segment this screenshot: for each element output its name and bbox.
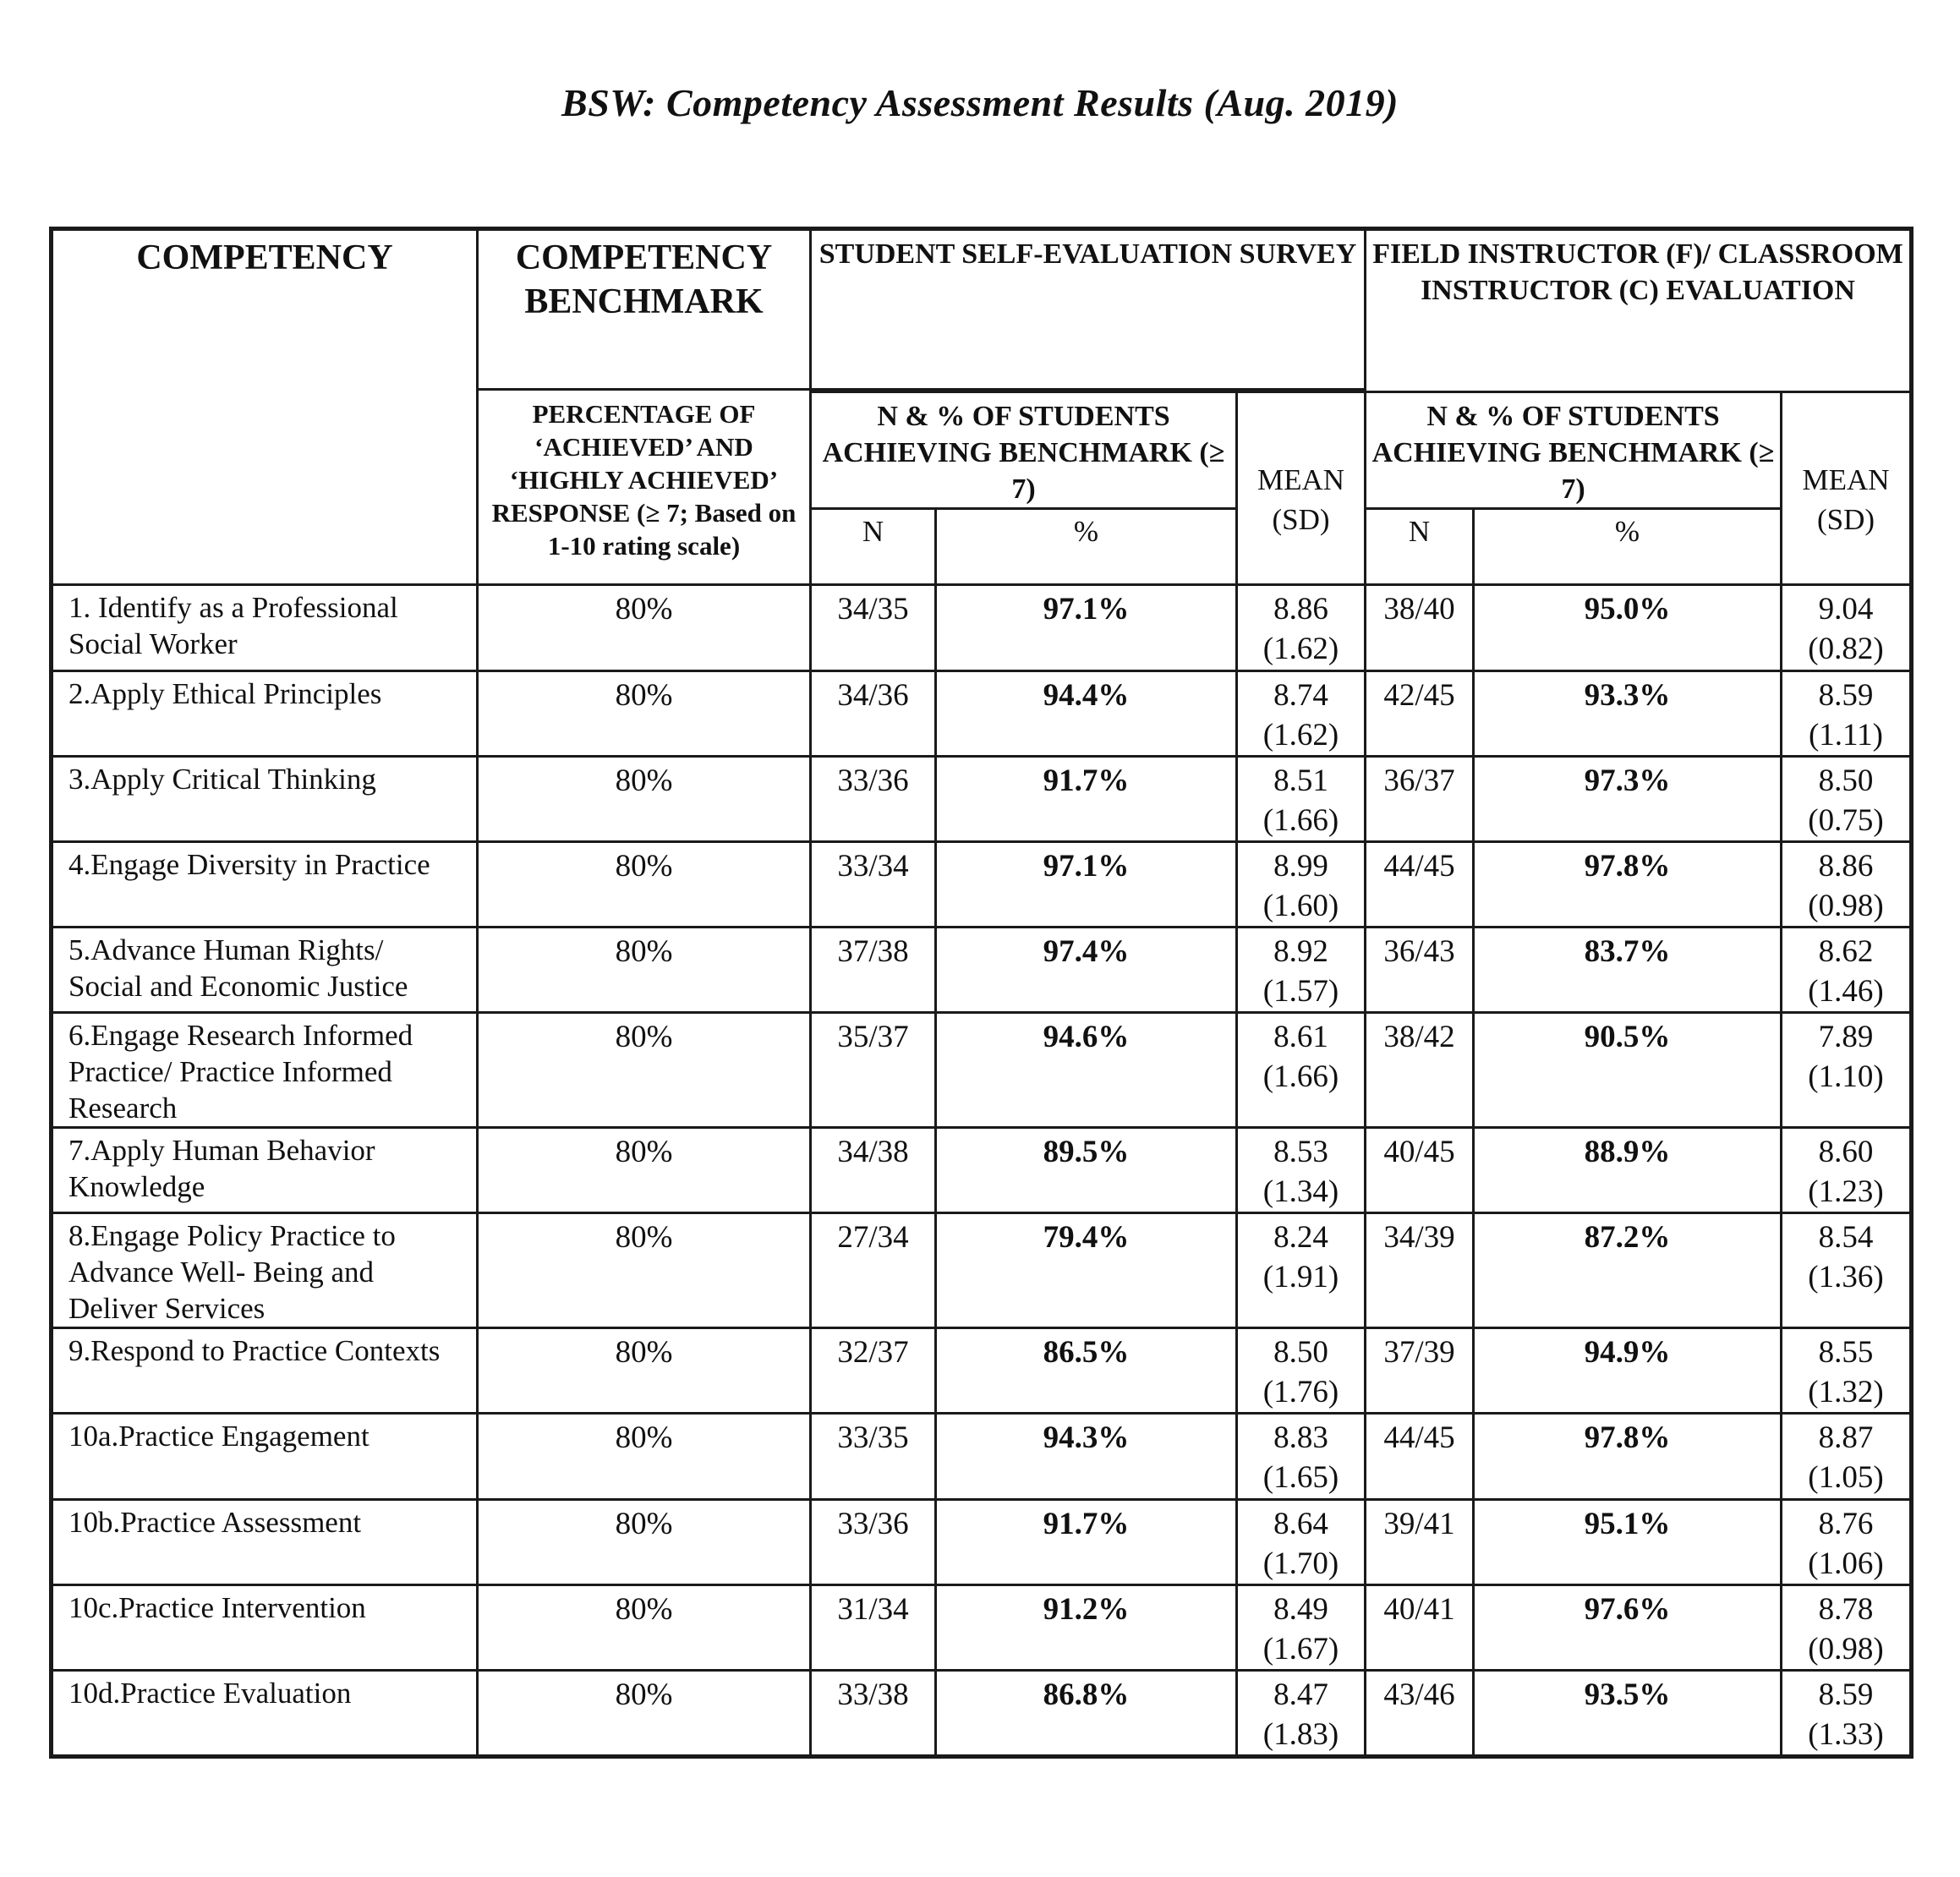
benchmark-cell: 80% xyxy=(478,1414,811,1499)
field-pct-cell: 97.6% xyxy=(1474,1584,1782,1670)
field-n-cell: 40/41 xyxy=(1366,1584,1474,1670)
table-row xyxy=(52,1584,1912,1670)
sd-value: (1.11) xyxy=(1808,717,1884,752)
student-mean-sd-cell xyxy=(1237,1328,1366,1414)
student-pct-cell: 97.4% xyxy=(936,927,1237,1012)
mean-value: 8.86 xyxy=(1273,592,1328,627)
results-table xyxy=(49,227,1913,1759)
header-student-pct: % xyxy=(936,509,1237,585)
student-mean-sd-cell xyxy=(1237,1414,1366,1499)
benchmark-cell: 80% xyxy=(478,1128,811,1213)
field-mean-sd-cell xyxy=(1782,1670,1912,1756)
sd-value: (1.62) xyxy=(1262,632,1339,667)
student-mean-sd-cell xyxy=(1237,1670,1366,1756)
field-n-cell: 36/43 xyxy=(1366,927,1474,1012)
sd-value: (1.06) xyxy=(1808,1546,1884,1581)
header-student-self-evaluation: STUDENT SELF-EVALUATION SURVEY xyxy=(811,229,1366,390)
competency-cell: 2.Apply Ethical Principles xyxy=(52,670,478,756)
student-n-cell: 32/37 xyxy=(811,1328,936,1414)
table-row xyxy=(52,585,1912,670)
student-pct-cell: 94.3% xyxy=(936,1414,1237,1499)
benchmark-cell: 80% xyxy=(478,927,811,1012)
field-pct-cell: 97.8% xyxy=(1474,1414,1782,1499)
field-mean-sd-cell xyxy=(1782,1414,1912,1499)
field-mean-sd-cell xyxy=(1782,1012,1912,1127)
mean-value: 8.60 xyxy=(1818,1135,1874,1170)
header-benchmark-description: PERCENTAGE OF ‘ACHIEVED’ AND ‘HIGHLY ACHIEVED’ RESPONSE (≥ 7; Based on 1-10 rating scale) xyxy=(478,390,811,585)
competency-cell: 9.Respond to Practice Contexts xyxy=(52,1328,478,1414)
sd-value: (1.66) xyxy=(1262,802,1339,838)
field-mean-sd-cell xyxy=(1782,1213,1912,1328)
header-student-mean-sd: MEAN (SD) xyxy=(1237,392,1366,585)
sd-value: (1.10) xyxy=(1808,1059,1884,1094)
benchmark-cell: 80% xyxy=(478,670,811,756)
table-row xyxy=(52,1128,1912,1213)
sd-value: (1.60) xyxy=(1262,888,1339,923)
student-n-cell: 37/38 xyxy=(811,927,936,1012)
competency-cell: 8.Engage Policy Practice to Advance Well- Being and Deliver Services xyxy=(52,1213,478,1328)
mean-value: 8.83 xyxy=(1273,1420,1328,1456)
field-mean-sd-cell xyxy=(1782,585,1912,670)
field-n-cell: 36/37 xyxy=(1366,756,1474,841)
student-mean-sd-cell xyxy=(1237,841,1366,927)
field-n-cell: 39/41 xyxy=(1366,1499,1474,1584)
student-n-cell: 34/35 xyxy=(811,585,936,670)
competency-cell: 7.Apply Human Behavior Knowledge xyxy=(52,1128,478,1213)
competency-cell: 10a.Practice Engagement xyxy=(52,1414,478,1499)
field-pct-cell: 88.9% xyxy=(1474,1128,1782,1213)
student-n-cell: 33/35 xyxy=(811,1414,936,1499)
student-pct-cell: 94.6% xyxy=(936,1012,1237,1127)
student-mean-sd-cell xyxy=(1237,1499,1366,1584)
competency-cell: 1. Identify as a Professional Social Worker xyxy=(52,585,478,670)
sd-value: (1.65) xyxy=(1262,1460,1339,1496)
sd-value: (0.75) xyxy=(1808,802,1884,838)
table-row xyxy=(52,1012,1912,1127)
field-pct-cell: 90.5% xyxy=(1474,1012,1782,1127)
student-mean-sd-cell xyxy=(1237,1012,1366,1127)
mean-value: 8.47 xyxy=(1273,1677,1328,1712)
student-n-cell: 35/37 xyxy=(811,1012,936,1127)
field-mean-sd-cell xyxy=(1782,841,1912,927)
field-mean-sd-cell xyxy=(1782,756,1912,841)
mean-value: 8.51 xyxy=(1273,763,1328,798)
student-n-cell: 31/34 xyxy=(811,1584,936,1670)
student-pct-cell: 91.2% xyxy=(936,1584,1237,1670)
field-pct-cell: 83.7% xyxy=(1474,927,1782,1012)
mean-value: 8.87 xyxy=(1818,1420,1874,1456)
benchmark-cell: 80% xyxy=(478,1328,811,1414)
student-n-cell: 34/38 xyxy=(811,1128,936,1213)
field-n-cell: 38/42 xyxy=(1366,1012,1474,1127)
table-row xyxy=(52,1414,1912,1499)
header-competency: COMPETENCY xyxy=(52,229,478,585)
sd-value: (1.66) xyxy=(1262,1059,1339,1094)
mean-value: 8.62 xyxy=(1818,933,1874,969)
sd-value: (1.67) xyxy=(1262,1631,1339,1666)
mean-value: 8.59 xyxy=(1818,677,1874,713)
table-row xyxy=(52,670,1912,756)
field-n-cell: 44/45 xyxy=(1366,1414,1474,1499)
student-pct-cell: 89.5% xyxy=(936,1128,1237,1213)
sd-value: (1.76) xyxy=(1262,1375,1339,1410)
student-mean-sd-cell xyxy=(1237,1584,1366,1670)
student-n-cell: 34/36 xyxy=(811,670,936,756)
benchmark-cell: 80% xyxy=(478,841,811,927)
mean-value: 8.64 xyxy=(1273,1506,1328,1541)
table-row xyxy=(52,841,1912,927)
benchmark-cell: 80% xyxy=(478,1012,811,1127)
sd-value: (1.83) xyxy=(1262,1716,1339,1752)
field-n-cell: 44/45 xyxy=(1366,841,1474,927)
field-n-cell: 43/46 xyxy=(1366,1670,1474,1756)
field-mean-sd-cell xyxy=(1782,1328,1912,1414)
mean-value: 8.54 xyxy=(1818,1220,1874,1256)
mean-value: 8.76 xyxy=(1818,1506,1874,1541)
benchmark-cell: 80% xyxy=(478,1499,811,1584)
competency-cell: 10b.Practice Assessment xyxy=(52,1499,478,1584)
sd-value: (1.23) xyxy=(1808,1174,1884,1210)
sd-value: (1.46) xyxy=(1808,973,1884,1009)
sd-value: (1.62) xyxy=(1262,717,1339,752)
field-pct-cell: 97.3% xyxy=(1474,756,1782,841)
mean-value: 8.99 xyxy=(1273,848,1328,884)
sd-value: (1.05) xyxy=(1808,1460,1884,1496)
header-field-classroom-evaluation: FIELD INSTRUCTOR (F)/ CLASSROOM INSTRUCTOR (C) EVALUATION xyxy=(1366,229,1912,392)
student-n-cell: 33/36 xyxy=(811,756,936,841)
sd-value: (0.82) xyxy=(1808,632,1884,667)
header-field-mean-sd: MEAN (SD) xyxy=(1782,392,1912,585)
student-pct-cell: 86.5% xyxy=(936,1328,1237,1414)
field-pct-cell: 93.5% xyxy=(1474,1670,1782,1756)
student-mean-sd-cell xyxy=(1237,585,1366,670)
header-student-n: N xyxy=(811,509,936,585)
field-mean-sd-cell xyxy=(1782,927,1912,1012)
mean-value: 8.55 xyxy=(1818,1335,1874,1371)
field-mean-sd-cell xyxy=(1782,670,1912,756)
sd-value: (0.98) xyxy=(1808,888,1884,923)
student-pct-cell: 86.8% xyxy=(936,1670,1237,1756)
header-field-pct: % xyxy=(1474,509,1782,585)
page-title: BSW: Competency Assessment Results (Aug. 2019) xyxy=(561,81,1399,124)
field-n-cell: 37/39 xyxy=(1366,1328,1474,1414)
benchmark-cell: 80% xyxy=(478,585,811,670)
student-pct-cell: 91.7% xyxy=(936,756,1237,841)
student-pct-cell: 79.4% xyxy=(936,1213,1237,1328)
table-row xyxy=(52,1328,1912,1414)
student-pct-cell: 91.7% xyxy=(936,1499,1237,1584)
student-pct-cell: 94.4% xyxy=(936,670,1237,756)
student-mean-sd-cell xyxy=(1237,927,1366,1012)
mean-value: 8.50 xyxy=(1273,1335,1328,1371)
mean-value: 8.49 xyxy=(1273,1591,1328,1627)
mean-value: 9.04 xyxy=(1818,592,1874,627)
benchmark-cell: 80% xyxy=(478,1670,811,1756)
field-n-cell: 40/45 xyxy=(1366,1128,1474,1213)
competency-cell: 10d.Practice Evaluation xyxy=(52,1670,478,1756)
mean-value: 8.61 xyxy=(1273,1019,1328,1054)
header-field-n: N xyxy=(1366,509,1474,585)
benchmark-cell: 80% xyxy=(478,1213,811,1328)
competency-cell: 6.Engage Research Informed Practice/ Practice Informed Research xyxy=(52,1012,478,1127)
field-mean-sd-cell xyxy=(1782,1128,1912,1213)
mean-value: 8.78 xyxy=(1818,1591,1874,1627)
field-pct-cell: 97.8% xyxy=(1474,841,1782,927)
student-mean-sd-cell xyxy=(1237,1213,1366,1328)
student-mean-sd-cell xyxy=(1237,756,1366,841)
sd-value: (1.33) xyxy=(1808,1716,1884,1752)
header-benchmark: COMPETENCY BENCHMARK xyxy=(478,229,811,390)
student-pct-cell: 97.1% xyxy=(936,585,1237,670)
field-n-cell: 34/39 xyxy=(1366,1213,1474,1328)
competency-cell: 4.Engage Diversity in Practice xyxy=(52,841,478,927)
header-student-n-pct: N & % OF STUDENTS ACHIEVING BENCHMARK (≥ 7) xyxy=(811,392,1237,509)
sd-value: (0.98) xyxy=(1808,1631,1884,1666)
benchmark-cell: 80% xyxy=(478,756,811,841)
mean-value: 8.74 xyxy=(1273,677,1328,713)
student-n-cell: 33/36 xyxy=(811,1499,936,1584)
student-n-cell: 33/34 xyxy=(811,841,936,927)
student-pct-cell: 97.1% xyxy=(936,841,1237,927)
mean-value: 8.50 xyxy=(1818,763,1874,798)
mean-value: 8.53 xyxy=(1273,1135,1328,1170)
sd-value: (1.70) xyxy=(1262,1546,1339,1581)
table-row xyxy=(52,1670,1912,1756)
student-mean-sd-cell xyxy=(1237,1128,1366,1213)
mean-value: 7.89 xyxy=(1818,1019,1874,1054)
table-row xyxy=(52,1499,1912,1584)
field-pct-cell: 93.3% xyxy=(1474,670,1782,756)
mean-value: 8.86 xyxy=(1818,848,1874,884)
student-n-cell: 27/34 xyxy=(811,1213,936,1328)
table-row xyxy=(52,927,1912,1012)
sd-value: (1.34) xyxy=(1262,1174,1339,1210)
student-mean-sd-cell xyxy=(1237,670,1366,756)
mean-value: 8.92 xyxy=(1273,933,1328,969)
field-mean-sd-cell xyxy=(1782,1499,1912,1584)
competency-cell: 5.Advance Human Rights/ Social and Economic Justice xyxy=(52,927,478,1012)
field-pct-cell: 95.1% xyxy=(1474,1499,1782,1584)
field-pct-cell: 95.0% xyxy=(1474,585,1782,670)
field-mean-sd-cell xyxy=(1782,1584,1912,1670)
competency-cell: 10c.Practice Intervention xyxy=(52,1584,478,1670)
benchmark-cell: 80% xyxy=(478,1584,811,1670)
sd-value: (1.57) xyxy=(1262,973,1339,1009)
sd-value: (1.36) xyxy=(1808,1260,1884,1295)
sd-value: (1.32) xyxy=(1808,1375,1884,1410)
mean-value: 8.59 xyxy=(1818,1677,1874,1712)
table-row xyxy=(52,756,1912,841)
field-n-cell: 42/45 xyxy=(1366,670,1474,756)
header-field-n-pct: N & % OF STUDENTS ACHIEVING BENCHMARK (≥ 7) xyxy=(1366,392,1782,509)
mean-value: 8.24 xyxy=(1273,1220,1328,1256)
sd-value: (1.91) xyxy=(1262,1260,1339,1295)
field-pct-cell: 94.9% xyxy=(1474,1328,1782,1414)
field-pct-cell: 87.2% xyxy=(1474,1213,1782,1328)
field-n-cell: 38/40 xyxy=(1366,585,1474,670)
competency-cell: 3.Apply Critical Thinking xyxy=(52,756,478,841)
student-n-cell: 33/38 xyxy=(811,1670,936,1756)
table-row xyxy=(52,1213,1912,1328)
